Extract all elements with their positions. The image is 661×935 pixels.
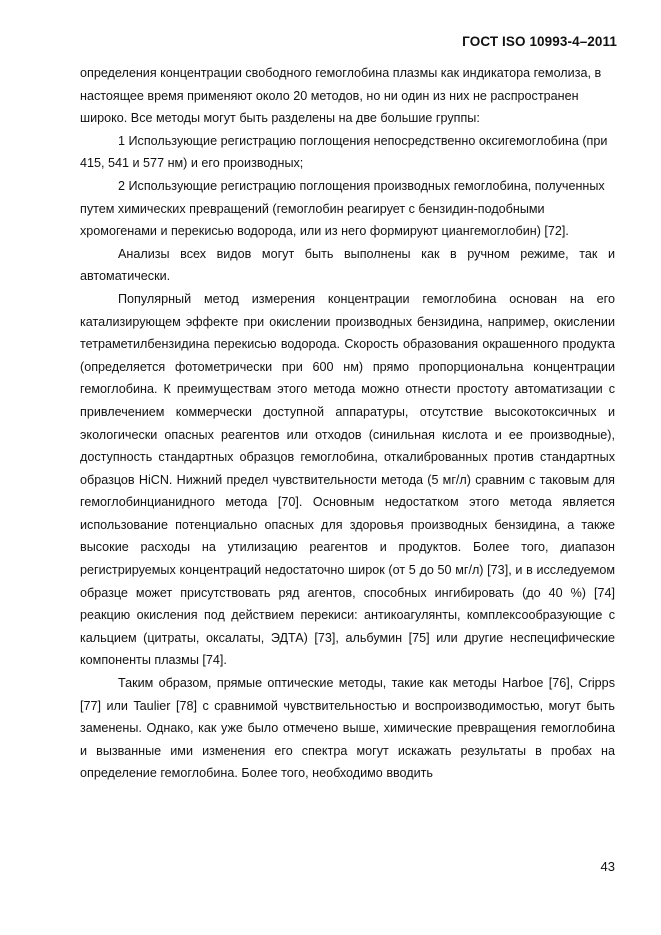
paragraph-optical-methods: Таким образом, прямые оптические методы, такие как методы Harboe [76], Cripps [77] или Taulier [78] с сравнимой чувствительностью и воспроизводимостью, могут быть заменены. Однако, как уже было отмечено выше, химические превращения гемоглобина и вызванные ими изменения его спектра могут искажать результаты в пробах на определение гемоглобина. Более того, необходимо вводить (80, 676, 615, 781)
paragraph-group-2: 2 Использующие регистрацию поглощения производных гемоглобина, полученных путем химических превращений (гемоглобин реагирует с бензидин-подобными хромогенами и перекисью водорода, или из него формируют циангемоглобин) [72]. (80, 178, 605, 239)
page-number: 43 (600, 859, 615, 874)
document-body (80, 62, 615, 785)
paragraph-analysis-modes: Анализы всех видов могут быть выполнены как в ручном режиме, так и автоматически. (80, 246, 615, 284)
document-header: ГОСТ ISO 10993-4–2011 (462, 34, 617, 49)
paragraph-group-1: 1 Использующие регистрацию поглощения непосредственно оксигемоглобина (при 415, 541 и 577 нм) и его производных; (80, 133, 608, 171)
paragraph-continuation: определения концентрации свободного гемоглобина плазмы как индикатора гемолиза, в настоящее время применяют около 20 методов, но ни один из них не распространен широко. Все методы могут быть разделены на две большие группы: (80, 66, 602, 126)
paragraph-benzidine-method: Популярный метод измерения концентрации гемоглобина основан на его катализирующем эффекте при окислении производных бензидина, например, окислении тетраметилбензидина перекисью водорода. Скорость образования окрашенного продукта (определяется фотометрически при 600 нм) прямо пропорциональна концентрации гемоглобина. К преимуществам этого метода можно отнести простоту автоматизации с привлечением коммерчески доступной аппаратуры, отсутствие высокотоксичных и экологически опасных реагентов или отходов (синильная кислота и ее производные), доступность стандартных образцов гемоглобина, откалиброванных против стандартных образцов HiCN. Нижний предел чувствительности метода (5 мг/л) сравним с таковым для гемоглобинцианидного метода [70]. Основным недостатком этого метода является использование потенциально опасных для здоровья производных бензидина, а также высокие расходы на утилизацию реагентов и продуктов. Более того, диапазон регистрируемых концентраций недостаточно широк (от 5 до 50 мг/л) [73], и в исследуемом образце может присутствовать ряд агентов, способных ингибировать (до 40 %) [74] реакцию окисления под действием перекиси: антикоагулянты, комплексообразующие с кальцием (цитраты, оксалаты, ЭДТА) [73], альбумин [75] или другие неспецифические компоненты плазмы [74]. (80, 291, 615, 668)
